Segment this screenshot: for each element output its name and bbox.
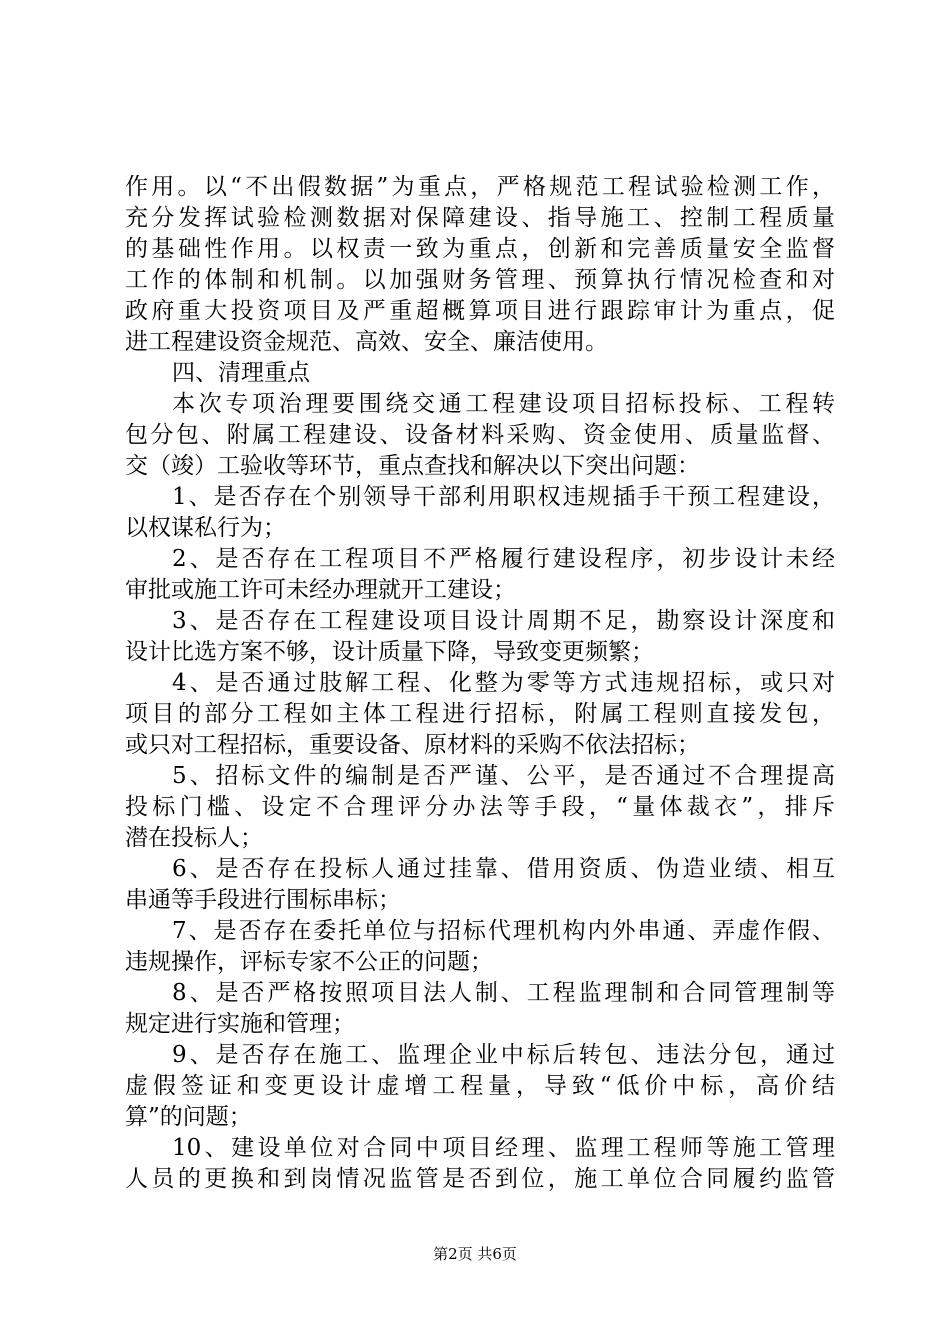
text-line: 4、是否通过肢解工程、化整为零等方式违规招标，或只对: [172, 670, 835, 696]
text-line: 违规操作，评标专家不公正的问题；: [125, 949, 493, 975]
text-line: 5、招标文件的编制是否严谨、公平，是否通过不合理提高: [172, 763, 835, 789]
text-line: 投标门槛、设定不合理评分办法等手段，“量体裁衣”，排斥: [125, 794, 835, 820]
text-line: 的基础性作用。以权责一致为重点，创新和完善质量安全监督: [125, 236, 835, 262]
text-line: 或只对工程招标，重要设备、原材料的采购不依法招标；: [125, 732, 700, 758]
text-line: 串通等手段进行围标串标；: [125, 887, 401, 913]
text-line: 虚假签证和变更设计虚增工程量，导致“低价中标，高价结: [125, 1073, 835, 1099]
text-line: 本次专项治理要围绕交通工程建设项目招标投标、工程转: [172, 391, 835, 417]
text-line: 潜在投标人；: [125, 825, 263, 851]
text-line: 充分发挥试验检测数据对保障建设、指导施工、控制工程质量: [125, 205, 835, 231]
document-body: [125, 172, 835, 1195]
text-line: 审批或施工许可未经办理就开工建设；: [125, 577, 516, 603]
text-line: 8、是否严格按照项目法人制、工程监理制和合同管理制等: [172, 980, 835, 1006]
text-line: 9、是否存在施工、监理企业中标后转包、违法分包，通过: [172, 1042, 835, 1068]
text-line: 交（竣）工验收等环节，重点查找和解决以下突出问题：: [125, 453, 700, 479]
text-line: 项目的部分工程如主体工程进行招标，附属工程则直接发包，: [125, 701, 835, 727]
text-line: 10、建设单位对合同中项目经理、监理工程师等施工管理: [172, 1135, 835, 1161]
text-line: 2、是否存在工程项目不严格履行建设程序，初步设计未经: [172, 546, 835, 572]
text-line: 包分包、附属工程建设、设备材料采购、资金使用、质量监督、: [125, 422, 835, 448]
text-line: 算”的问题；: [125, 1104, 252, 1130]
text-line: 7、是否存在委托单位与招标代理机构内外串通、弄虚作假、: [172, 918, 835, 944]
text-line: 规定进行实施和管理；: [125, 1011, 355, 1037]
text-line: 作用。以“不出假数据”为重点，严格规范工程试验检测工作，: [125, 174, 835, 200]
text-line: 6、是否存在投标人通过挂靠、借用资质、伪造业绩、相互: [172, 856, 835, 882]
text-line: 工作的体制和机制。以加强财务管理、预算执行情况检查和对: [125, 267, 835, 293]
text-line: 设计比选方案不够，设计质量下降，导致变更频繁；: [125, 639, 654, 665]
text-line: 进工程建设资金规范、高效、安全、廉洁使用。: [125, 329, 608, 355]
text-line: 以权谋私行为；: [125, 515, 286, 541]
page-footer: [0, 1244, 950, 1264]
text-line: 四、清理重点: [172, 360, 310, 386]
text-line: 1、是否存在个别领导干部利用职权违规插手干预工程建设，: [172, 484, 835, 510]
text-line: 人员的更换和到岗情况监管是否到位，施工单位合同履约监管: [125, 1166, 835, 1192]
text-line: 政府重大投资项目及严重超概算项目进行跟踪审计为重点，促: [125, 298, 835, 324]
page-number-label: 第2页 共6页: [433, 1245, 517, 1263]
text-line: 3、是否存在工程建设项目设计周期不足，勘察设计深度和: [172, 608, 835, 634]
